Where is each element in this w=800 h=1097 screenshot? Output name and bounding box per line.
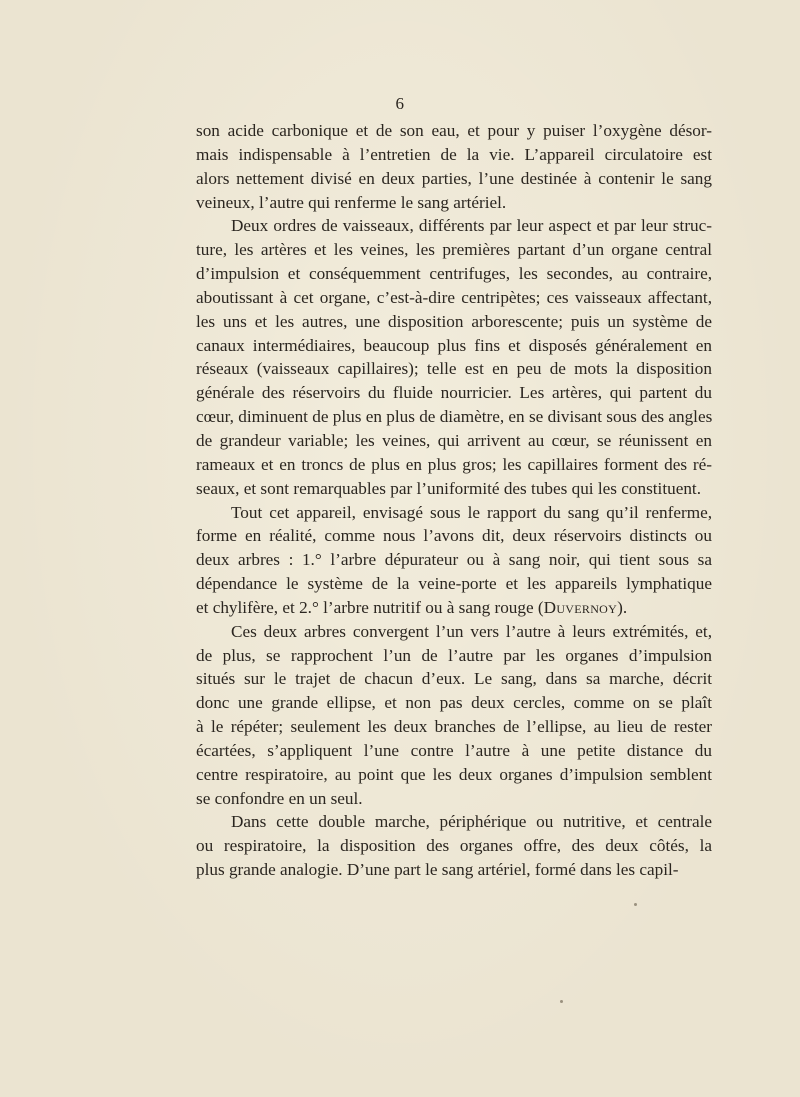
text-line: les uns et les autres, une disposition arborescente; puis un système de <box>196 311 712 331</box>
text-line: son acide carbonique et de son eau, et pour y puiser l’oxygène désor- <box>196 121 712 140</box>
paragraph <box>196 214 712 500</box>
text-line: deux arbres : 1.° l’arbre dépurateur ou à sang noir, qui tient sous sa <box>196 550 712 570</box>
text-line: Ces deux arbres convergent l’un vers l’autre à leurs extrémités, et, <box>231 621 712 641</box>
text-line: de plus, se rapprochent l’un de l’autre par les organes d’impulsion <box>196 645 712 665</box>
text-line: réseaux (vaisseaux capillaires); telle est en peu de mots la disposition <box>196 359 712 379</box>
text-line: dépendance le système de la veine-porte et les appareils lymphatique <box>196 574 712 594</box>
text-line: aboutissant à cet organe, c’est-à-dire centripètes; ces vaisseaux affectant, <box>196 287 712 307</box>
text-line: forme en réalité, comme nous l’avons dit, deux réservoirs distincts ou <box>196 526 712 546</box>
text-line: plus grande analogie. D’une part le sang artériel, formé dans les capil- <box>196 860 679 880</box>
text-line: générale des réservoirs du fluide nourricier. Les artères, qui partent du <box>196 383 712 403</box>
text-line: canaux intermédiaires, beaucoup plus fins et disposés généralement en <box>196 335 712 355</box>
text-line: situés sur le trajet de chacun d’eux. Le sang, dans sa marche, décrit <box>196 669 712 689</box>
text-line: rameaux et en troncs de plus en plus gros; les capillaires forment des ré- <box>196 454 712 474</box>
author-name: Duvernoy <box>543 597 618 617</box>
paragraph <box>196 119 712 214</box>
text-line: seaux, et sont remarquables par l’uniformité des tubes qui les constituent. <box>196 478 701 498</box>
text-line: à le répéter; seulement les deux branches de l’ellipse, au lieu de rester <box>196 717 712 737</box>
text-line: Dans cette double marche, périphérique ou nutritive, et centrale <box>231 812 712 832</box>
text-line: Tout cet appareil, envisagé sous le rapport du sang qu’il renferme, <box>231 502 712 522</box>
body-text <box>196 119 712 882</box>
paragraph <box>196 620 712 811</box>
text-line: mais indispensable à l’entretien de la vie. L’appareil circulatoire est <box>196 144 712 164</box>
text-line: et chylifère, et 2.° l’arbre nutritif ou à sang rouge (Duvernoy). <box>196 597 628 617</box>
text-line: d’impulsion et conséquemment centrifuges, les secondes, au contraire, <box>196 264 712 284</box>
paragraph <box>196 501 712 620</box>
text-line: écartées, s’appliquent l’une contre l’autre à une petite distance du <box>196 740 712 760</box>
text-line: cœur, diminuent de plus en plus de diamètre, en se divisant sous des angles <box>196 407 713 427</box>
text-line: donc une grande ellipse, et non pas deux cercles, comme on se plaît <box>196 693 712 713</box>
text-line: Deux ordres de vaisseaux, différents par leur aspect et par leur struc- <box>231 216 712 236</box>
text-line: ou respiratoire, la disposition des organes offre, des deux côtés, la <box>196 836 712 856</box>
paper-speck <box>560 1000 563 1003</box>
text-line: de grandeur variable; les veines, qui arrivent au cœur, se réunissent en <box>196 430 712 450</box>
page-number: 6 <box>395 94 405 113</box>
paragraph <box>196 810 712 882</box>
text-line: se confondre en un seul. <box>196 788 363 808</box>
text-line: ture, les artères et les veines, les premières partant d’un organe central <box>196 240 712 260</box>
paper-speck <box>634 903 637 906</box>
text-line: veineux, l’autre qui renferme le sang artériel. <box>196 192 507 212</box>
text-line: alors nettement divisé en deux parties, l’une destinée à contenir le sang <box>196 168 712 188</box>
text-line: centre respiratoire, au point que les deux organes d’impulsion semblent <box>196 764 712 784</box>
